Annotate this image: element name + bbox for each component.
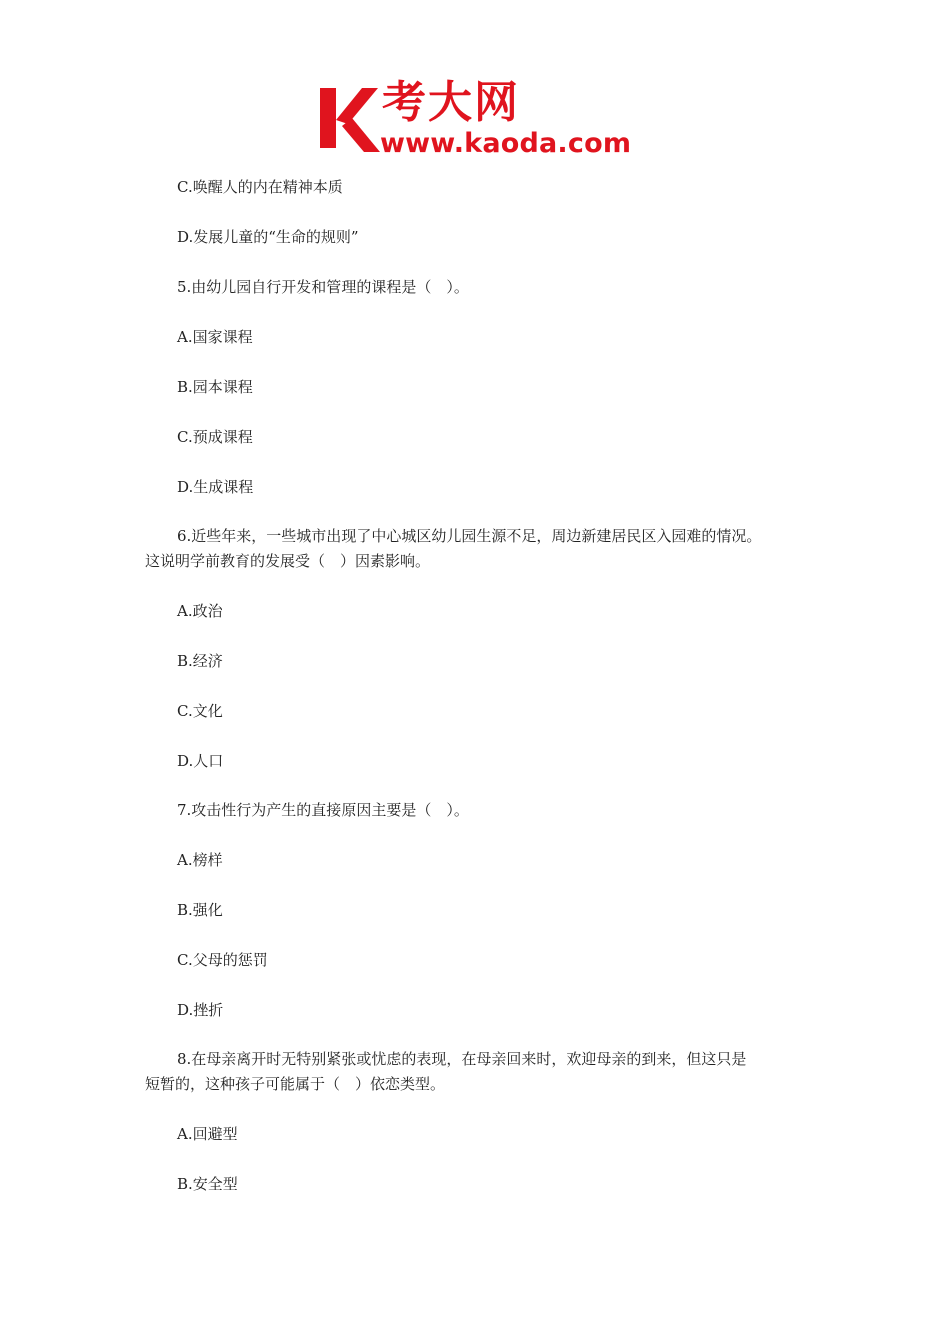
option-5b: B.园本课程 (177, 378, 253, 396)
option-8a: A.回避型 (177, 1125, 238, 1143)
option-4c: C.唤醒人的内在精神本质 (177, 178, 343, 196)
kaoda-logo[interactable] (318, 77, 638, 162)
option-7a: A.榜样 (177, 851, 223, 869)
logo-url: www.kaoda.com (380, 128, 632, 159)
question-8-line-2: 短暂的，这种孩子可能属于（ ）依恋类型。 (145, 1075, 446, 1093)
option-8b: B.安全型 (177, 1175, 238, 1193)
option-5c: C.预成课程 (177, 428, 253, 446)
option-5a: A.国家课程 (177, 328, 253, 346)
question-7: 7.攻击性行为产生的直接原因主要是（ ）。 (177, 801, 469, 819)
option-5d: D.生成课程 (177, 478, 254, 496)
k-logo-mark-icon (318, 82, 382, 162)
option-6b: B.经济 (177, 652, 223, 670)
question-5: 5.由幼儿园自行开发和管理的课程是（ ）。 (177, 278, 469, 296)
option-6a: A.政治 (177, 602, 223, 620)
option-7c: C.父母的惩罚 (177, 951, 268, 969)
option-7d: D.挫折 (177, 1001, 224, 1019)
option-4d: D.发展儿童的“生命的规则” (177, 228, 359, 246)
logo-chinese-name: 考大网 (382, 77, 520, 128)
question-6-line-2: 这说明学前教育的发展受（ ）因素影响。 (145, 552, 431, 570)
question-8-line-1: 8.在母亲离开时无特别紧张或忧虑的表现，在母亲回来时，欢迎母亲的到来，但这只是 (177, 1050, 747, 1068)
option-6c: C.文化 (177, 702, 223, 720)
option-6d: D.人口 (177, 752, 224, 770)
question-6-line-1: 6.近些年来，一些城市出现了中心城区幼儿园生源不足，周边新建居民区入园难的情况。 (177, 527, 762, 545)
option-7b: B.强化 (177, 901, 223, 919)
